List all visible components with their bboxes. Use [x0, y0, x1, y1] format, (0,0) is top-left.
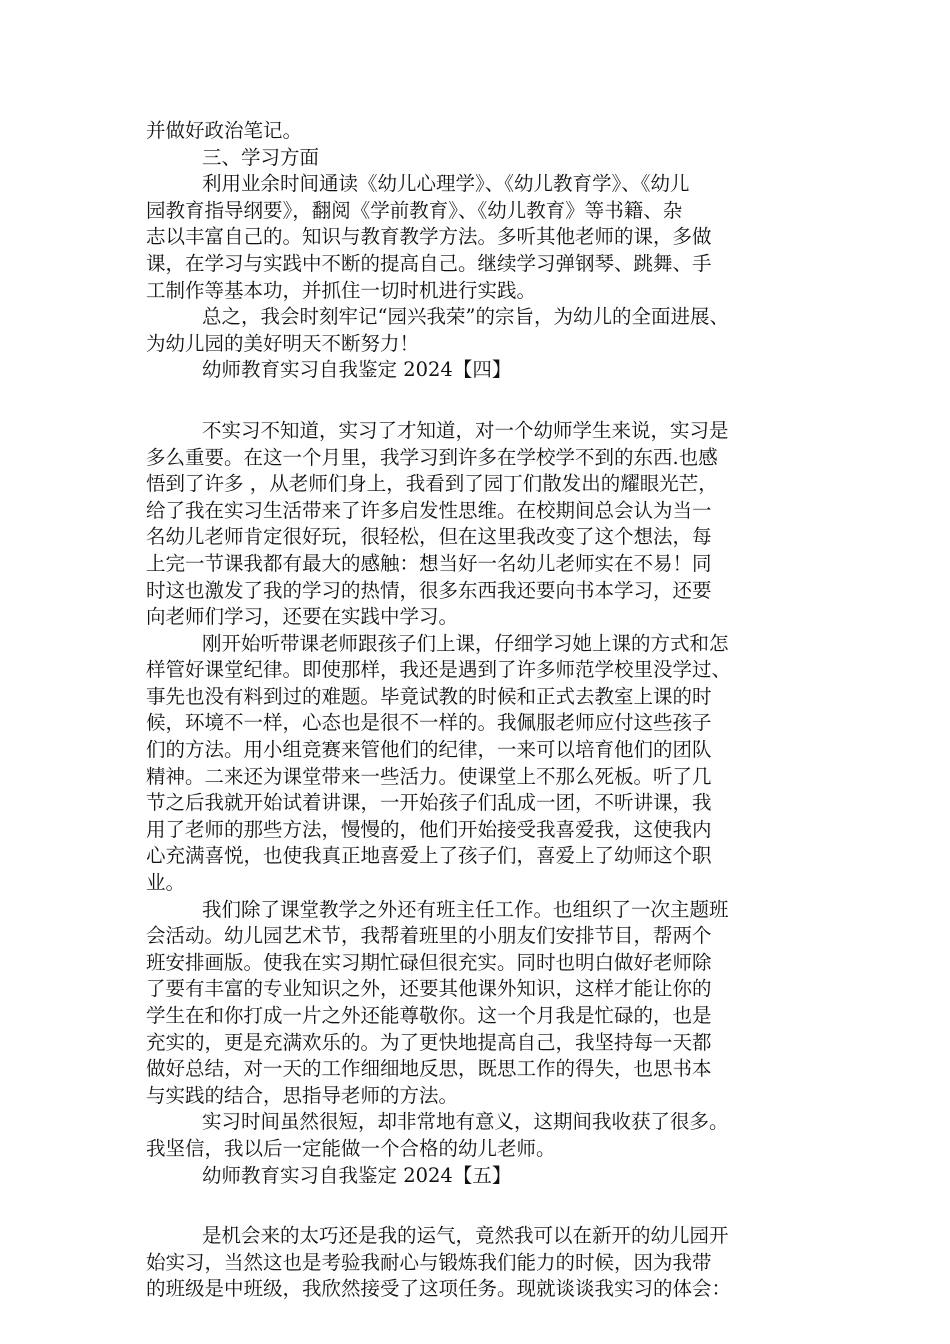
text-line: 充实的，更是充满欢乐的。为了更快地提高自己，我坚持每一天都 — [146, 1030, 712, 1054]
text-line: 的班级是中班级，我欣然接受了这项任务。现就谈谈我实习的体会： — [146, 1277, 732, 1301]
text-line: 时这也激发了我的学习的热情，很多东西我还要向书本学习，还要 — [146, 578, 712, 602]
text-line: 志以丰富自己的。知识与教育教学方法。多听其他老师的课，多做 — [146, 225, 712, 249]
text-line: 班安排画版。使我在实习期忙碌但很充实。同时也明白做好老师除 — [146, 950, 712, 974]
text-line: 给了我在实习生活带来了许多启发性思维。在校期间总会认为当一 — [146, 498, 712, 522]
text-line: 实习时间虽然很短，却非常地有意义，这期间我收获了很多。 — [202, 1110, 729, 1134]
text-line: 样管好课堂纪律。即使那样，我还是遇到了许多师范学校里没学过、 — [146, 658, 732, 682]
text-line: 为幼儿园的美好明天不断努力！ — [146, 331, 420, 355]
text-line: 候，环境不一样，心态也是很不一样的。我佩服老师应付这些孩子 — [146, 711, 712, 735]
text-line: 会活动。幼儿园艺术节，我帮着班里的小朋友们安排节目，帮两个 — [146, 924, 712, 948]
text-line: 刚开始听带课老师跟孩子们上课，仔细学习她上课的方式和怎 — [202, 631, 729, 655]
text-line: 幼师教育实习自我鉴定 2024【四】 — [202, 358, 512, 382]
text-line: 课，在学习与实践中不断的提高自己。继续学习弹钢琴、跳舞、手 — [146, 251, 712, 275]
text-line: 了要有丰富的专业知识之外，还要其他课外知识，这样才能让你的 — [146, 977, 712, 1001]
text-line: 业。 — [146, 871, 186, 895]
text-line: 用了老师的那些方法，慢慢的，他们开始接受我喜爱我，这使我内 — [146, 817, 712, 841]
text-line: 多么重要。在这一个月里，我学习到许多在学校学不到的东西.也感 — [146, 445, 718, 469]
text-line: 三、学习方面 — [202, 145, 320, 169]
text-line: 总之，我会时刻牢记“园兴我荣”的宗旨，为幼儿的全面进展、 — [202, 305, 729, 329]
text-line: 幼师教育实习自我鉴定 2024【五】 — [202, 1163, 512, 1187]
text-line: 事先也没有料到过的难题。毕竟试教的时候和正式去教室上课的时 — [146, 684, 712, 708]
text-line: 上完一节课我都有最大的感触：想当好一名幼儿老师实在不易！同 — [146, 551, 712, 575]
text-line: 园教育指导纲要》，翻阅《学前教育》、《幼儿教育》等书籍、杂 — [146, 198, 683, 222]
text-line: 做好总结，对一天的工作细细地反思，既思工作的得失，也思书本 — [146, 1057, 712, 1081]
text-line: 利用业余时间通读《幼儿心理学》、《幼儿教育学》、《幼儿 — [202, 172, 690, 196]
text-line: 精神。二来还为课堂带来一些活力。使课堂上不那么死板。听了几 — [146, 764, 712, 788]
text-line: 心充满喜悦，也使我真正地喜爱上了孩子们，喜爱上了幼师这个职 — [146, 844, 712, 868]
text-line: 学生在和你打成一片之外还能尊敬你。这一个月我是忙碌的，也是 — [146, 1004, 712, 1027]
text-line: 是机会来的太巧还是我的运气，竟然我可以在新开的幼儿园开 — [202, 1224, 729, 1248]
text-line: 向老师们学习，还要在实践中学习。 — [146, 605, 459, 629]
document-page — [146, 118, 826, 1303]
paragraph-gap — [146, 384, 826, 418]
text-line: 们的方法。用小组竞赛来管他们的纪律，一来可以培育他们的团队 — [146, 738, 712, 762]
text-line: 始实习，当然这也是考验我耐心与锻炼我们能力的时候，因为我带 — [146, 1250, 712, 1274]
text-line: 名幼儿老师肯定很好玩，很轻松，但在这里我改变了这个想法，每 — [146, 525, 712, 549]
text-line: 我坚信，我以后一定能做一个合格的幼儿老师。 — [146, 1136, 556, 1160]
text-line: 工制作等基本功，并抓住一切时机进行实践。 — [146, 278, 537, 302]
text-line: 与实践的结合，思指导老师的方法。 — [146, 1083, 459, 1107]
paragraph-gap — [146, 1189, 826, 1223]
text-line: 我们除了课堂教学之外还有班主任工作。也组织了一次主题班 — [202, 897, 729, 921]
text-line: 并做好政治笔记。 — [146, 119, 303, 142]
text-line: 悟到了许多 ，从老师们身上，我看到了园丁们散发出的耀眼光芒， — [146, 472, 718, 496]
text-line: 节之后我就开始试着讲课，一开始孩子们乱成一团，不听讲课，我 — [146, 791, 712, 815]
text-line: 不实习不知道，实习了才知道，对一个幼师学生来说，实习是 — [202, 418, 729, 442]
